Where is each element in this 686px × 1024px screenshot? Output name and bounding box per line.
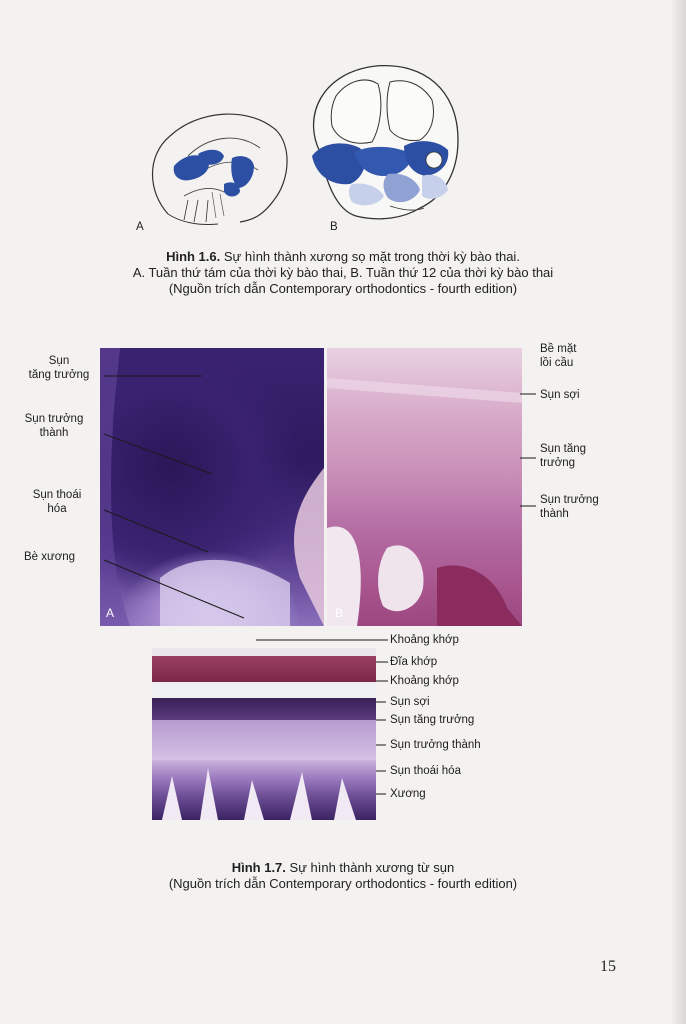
label-growth-cartilage-right: Sụn tăng trưởng (540, 443, 587, 469)
fig16-caption-line3: (Nguồn trích dẫn Contemporary orthodontics - fourth edition) (168, 281, 518, 296)
label-degenerating-cartilage-bottom: Sụn thoái hóa (390, 765, 461, 777)
micrograph-a-tag: A (106, 606, 115, 620)
label-joint-space-1: Khoảng khớp (390, 634, 459, 646)
fig16-letter-a: A (136, 221, 144, 233)
fig17-caption (60, 860, 626, 892)
fig16-letter-b: B (330, 221, 338, 233)
fig16-caption-label: Hình 1.6. (166, 249, 221, 264)
fig17-caption-title: Sự hình thành xương từ sụn (289, 860, 455, 875)
label-mature-cartilage-bottom: Sụn trưởng thành (390, 739, 481, 751)
label-growth-cartilage-bottom: Sụn tăng trưởng (390, 714, 475, 726)
label-growth-cartilage-left: Sụn tăng trưởng (28, 355, 90, 381)
micrograph-b-tag: B (335, 606, 344, 620)
label-condylar-surface: Bề mặt lồi cầu (540, 343, 577, 369)
label-bone: Xương (390, 788, 426, 800)
page-number: 15 (600, 958, 616, 975)
fig17-caption-label: Hình 1.7. (231, 860, 286, 875)
label-articular-disc: Đĩa khớp (390, 656, 438, 668)
fig16-caption-title: Sự hình thành xương sọ mặt trong thời kỳ bào thai. (223, 249, 520, 264)
label-mature-cartilage-left: Sụn trưởng thành (24, 413, 84, 439)
fig17-caption-line2: (Nguồn trích dẫn Contemporary orthodontics - fourth edition) (168, 876, 518, 891)
label-fibrocartilage-right: Sụn sợi (540, 389, 580, 401)
label-degenerating-cartilage-left: Sụn thoái hóa (32, 489, 82, 515)
label-trabecular-bone: Bè xương (24, 551, 76, 563)
micrograph-joint (152, 648, 376, 820)
label-fibrocartilage-bottom: Sụn sợi (390, 696, 430, 708)
label-joint-space-2: Khoảng khớp (390, 675, 459, 687)
label-mature-cartilage-right: Sụn trưởng thành (540, 494, 599, 520)
fig16-caption-line2: A. Tuần thứ tám của thời kỳ bào thai, B. Tuần thứ 12 của thời kỳ bào thai (132, 265, 554, 280)
